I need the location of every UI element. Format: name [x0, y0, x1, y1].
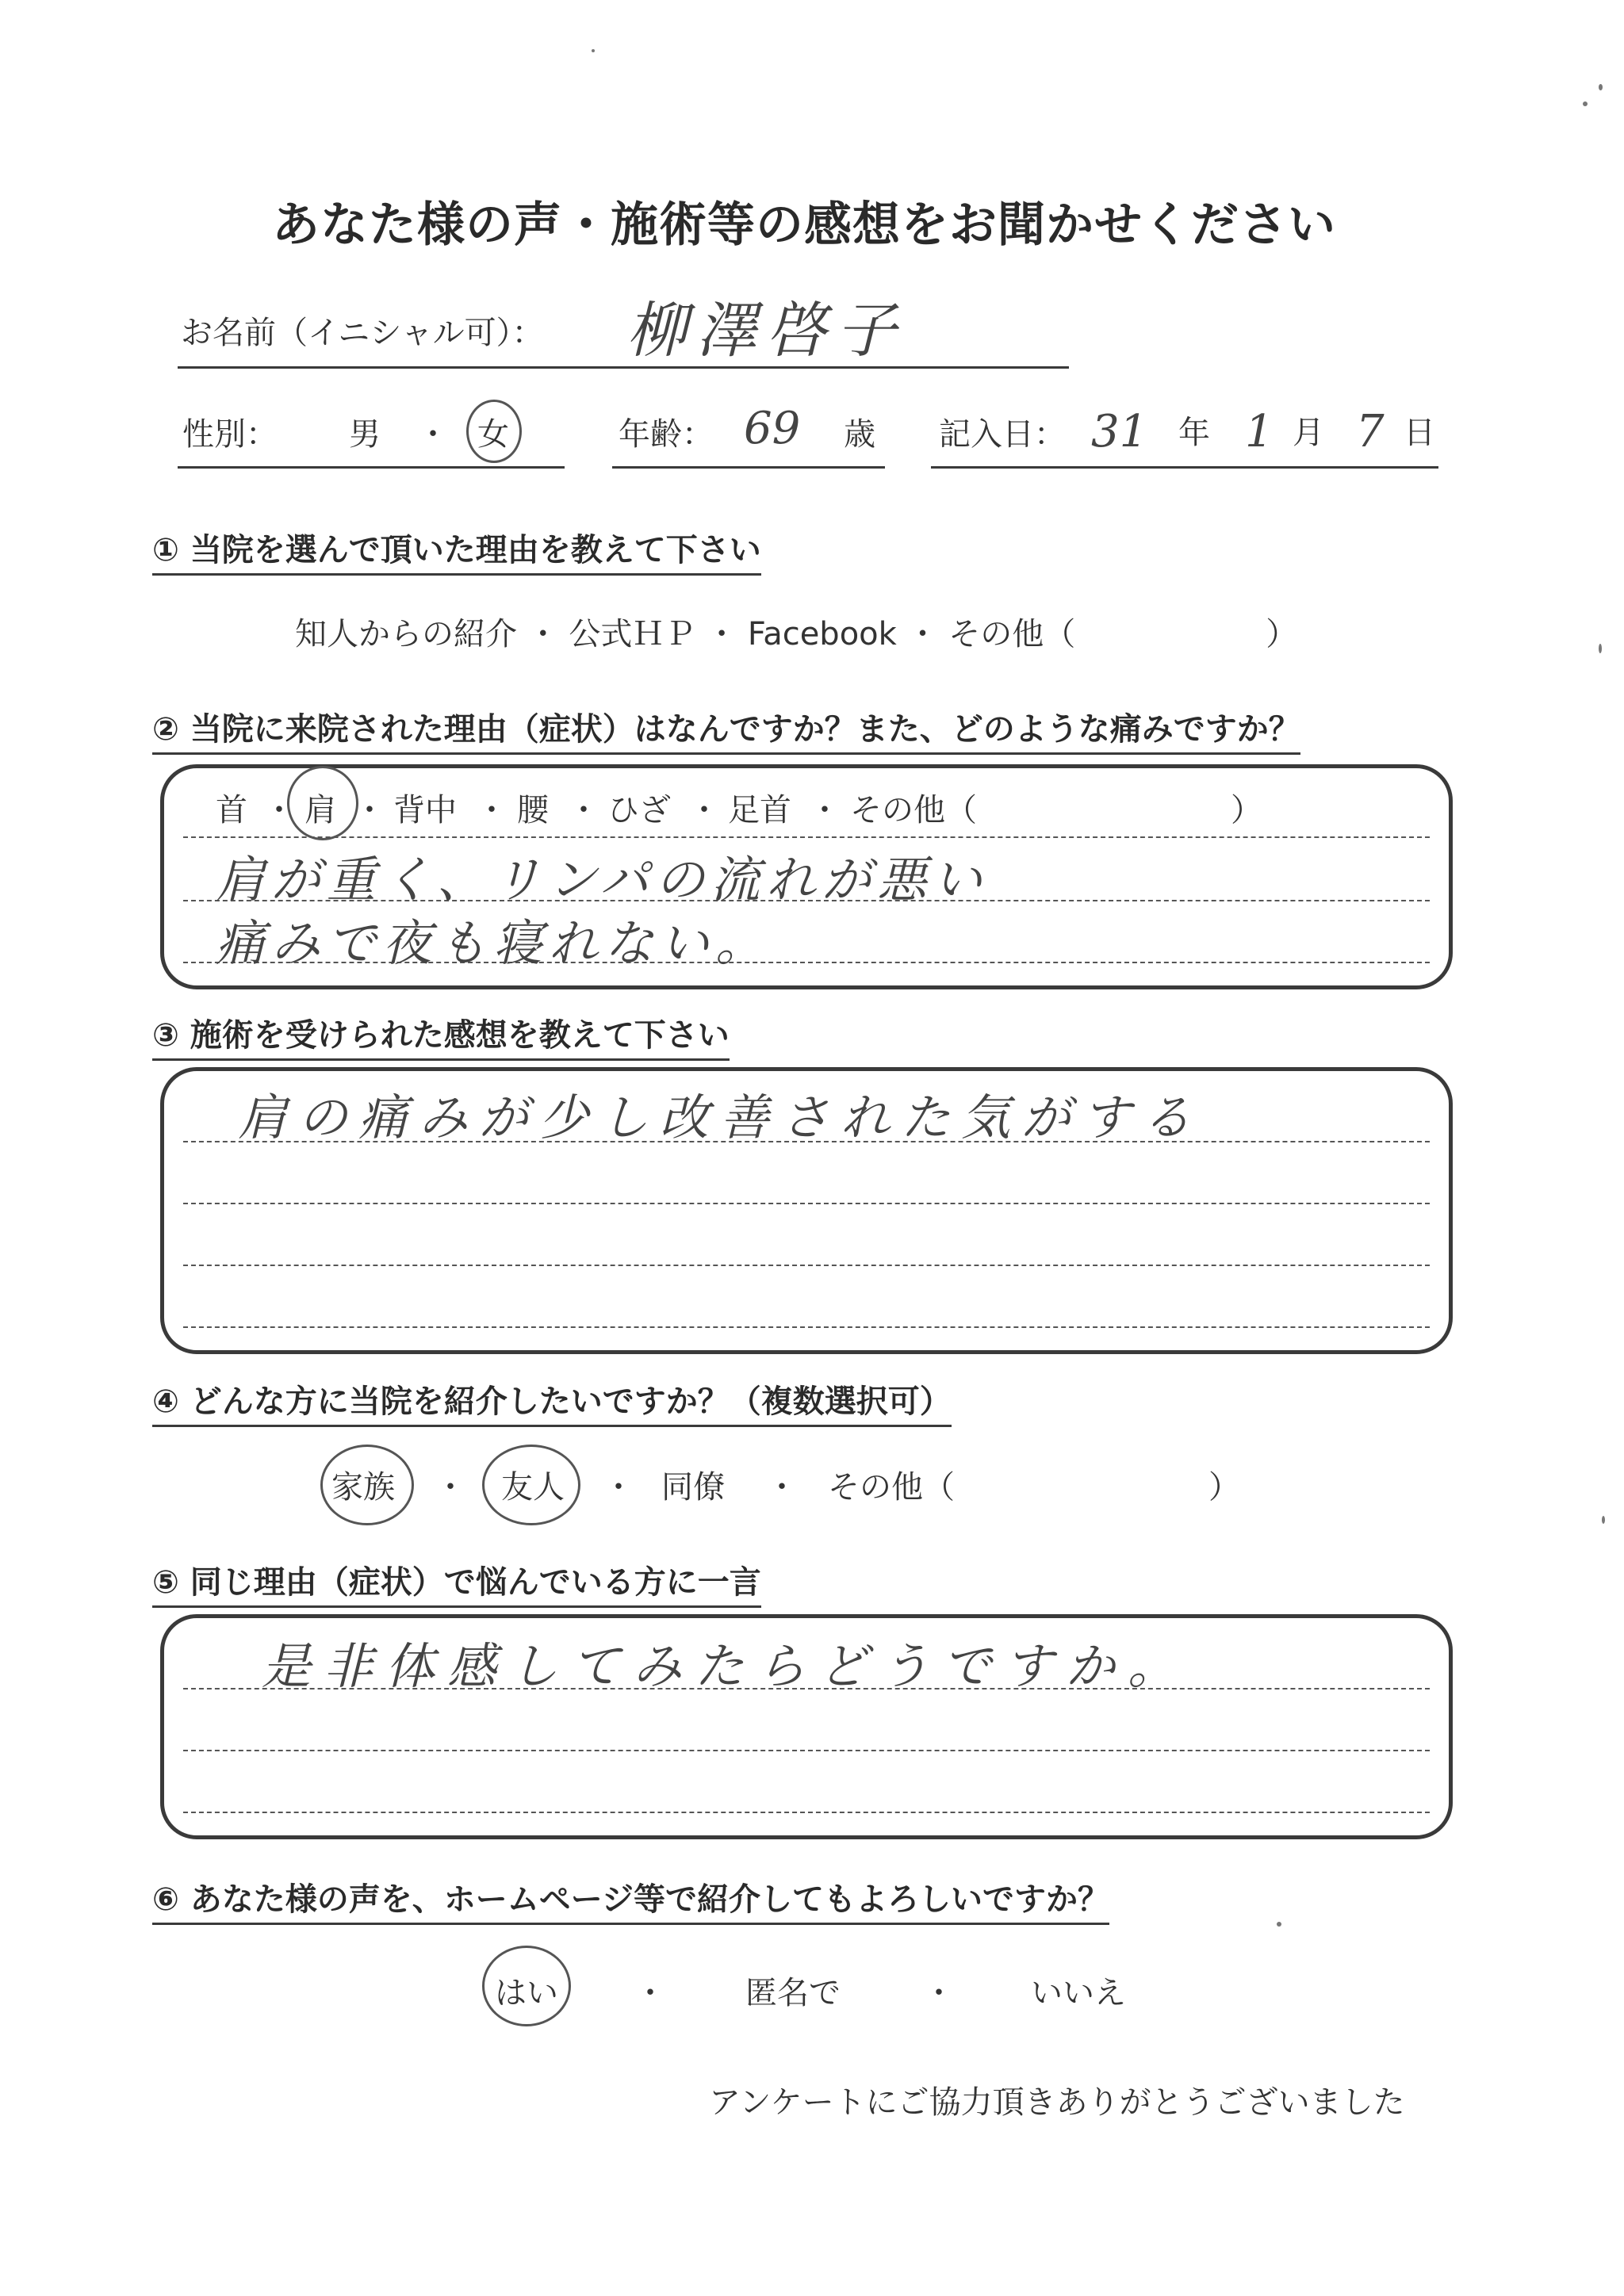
gender-separator: ・ — [417, 416, 449, 453]
q2-option-ankle[interactable]: 足首 — [728, 792, 791, 828]
q2-answer-line-2: 痛みで夜も寝れない。 — [216, 914, 772, 972]
selected-circle-mark — [287, 766, 358, 840]
q4-option-friend[interactable]: 友人 — [501, 1469, 565, 1506]
q2-option-other[interactable]: その他（ ） — [850, 792, 1262, 828]
q4-sep-3: ・ — [766, 1469, 798, 1506]
date-year-unit: 年 — [1178, 415, 1210, 451]
q2-option-waist[interactable]: 腰 — [517, 792, 549, 828]
gender-female-option[interactable]: 女 — [477, 416, 509, 453]
q4-sep-2: ・ — [603, 1469, 634, 1506]
scan-speck — [1599, 644, 1602, 653]
q5-answer-line-1: 是非体感してみたらどうですか。 — [262, 1637, 1190, 1695]
age-value: 69 — [744, 403, 801, 454]
selected-circle-mark — [482, 1445, 580, 1525]
q2-heading: ② 当院に来院された理由（症状）はなんですか？また、どのような痛みですか？ — [152, 704, 1300, 755]
q2-option-back[interactable]: 背中 — [393, 792, 457, 828]
q6-option-anonymous[interactable]: 匿名で — [745, 1975, 841, 2011]
q2-answer-line-1: 肩が重く、リンパの流れが悪い — [216, 851, 989, 909]
q6-option-yes[interactable]: はい — [495, 1975, 558, 2011]
q2-option-neck[interactable]: 首 — [216, 792, 247, 828]
q2-option-shoulder[interactable]: 肩 — [304, 792, 336, 828]
q2-sep-5: ・ — [688, 792, 720, 828]
selected-circle-mark — [466, 400, 522, 463]
q6-sep-2: ・ — [923, 1975, 955, 2011]
name-value: 柳澤啓子 — [626, 295, 906, 365]
footer-thanks: アンケートにご協力頂きありがとうございました — [709, 2084, 1405, 2121]
date-month-value: 1 — [1245, 406, 1274, 457]
q4-option-coworker[interactable]: 同僚 — [661, 1469, 725, 1506]
scan-speck — [1583, 101, 1588, 106]
q1-heading: ① 当院を選んで頂いた理由を教えて下さい — [152, 525, 761, 576]
q2-option-knee[interactable]: ひざ — [607, 792, 671, 828]
q4-option-other[interactable]: その他（ ） — [828, 1469, 1240, 1506]
q3-answer-line-1: 肩の痛みが少し改善された気がする — [238, 1089, 1203, 1146]
q2-sep-2: ・ — [354, 792, 385, 828]
scan-speck — [1277, 1922, 1281, 1927]
q2-sep-1: ・ — [263, 792, 295, 828]
q2-sep-3: ・ — [476, 792, 508, 828]
age-unit: 歳 — [844, 416, 875, 453]
q5-heading: ⑤ 同じ理由（症状）で悩んでいる方に一言 — [152, 1557, 761, 1608]
q1-options: 知人からの紹介 ・ 公式ＨＰ ・ Facebook ・ その他（ ） — [295, 616, 1298, 652]
q4-heading: ④ どんな方に当院を紹介したいですか？（複数選択可） — [152, 1376, 952, 1427]
q2-sep-4: ・ — [568, 792, 599, 828]
page-title: あなた様の声・施術等の感想をお聞かせください — [272, 197, 1336, 253]
date-day-unit: 日 — [1404, 415, 1435, 451]
q4-sep-1: ・ — [435, 1469, 466, 1506]
q4-option-family[interactable]: 家族 — [331, 1469, 395, 1506]
q3-heading: ③ 施術を受けられた感想を教えて下さい — [152, 1010, 730, 1061]
age-label: 年齢： — [619, 416, 714, 453]
gender-label: 性別： — [182, 416, 278, 453]
scan-speck — [1599, 84, 1603, 90]
q6-option-no[interactable]: いいえ — [1031, 1975, 1126, 2011]
selected-circle-mark — [320, 1445, 414, 1525]
date-label: 記入日： — [939, 416, 1066, 453]
q6-sep-1: ・ — [634, 1975, 666, 2011]
scan-speck — [592, 49, 595, 52]
gender-male-option[interactable]: 男 — [349, 416, 381, 453]
name-label: お名前（イニシャル可）： — [181, 315, 544, 351]
selected-circle-mark — [482, 1946, 571, 2026]
date-month-unit: 月 — [1293, 415, 1324, 451]
q6-heading: ⑥ あなた様の声を、ホームページ等で紹介してもよろしいですか？ — [152, 1874, 1109, 1925]
scan-speck — [1602, 1516, 1605, 1524]
date-year-value: 31 — [1091, 406, 1148, 457]
q2-sep-6: ・ — [809, 792, 841, 828]
date-day-value: 7 — [1356, 406, 1385, 457]
